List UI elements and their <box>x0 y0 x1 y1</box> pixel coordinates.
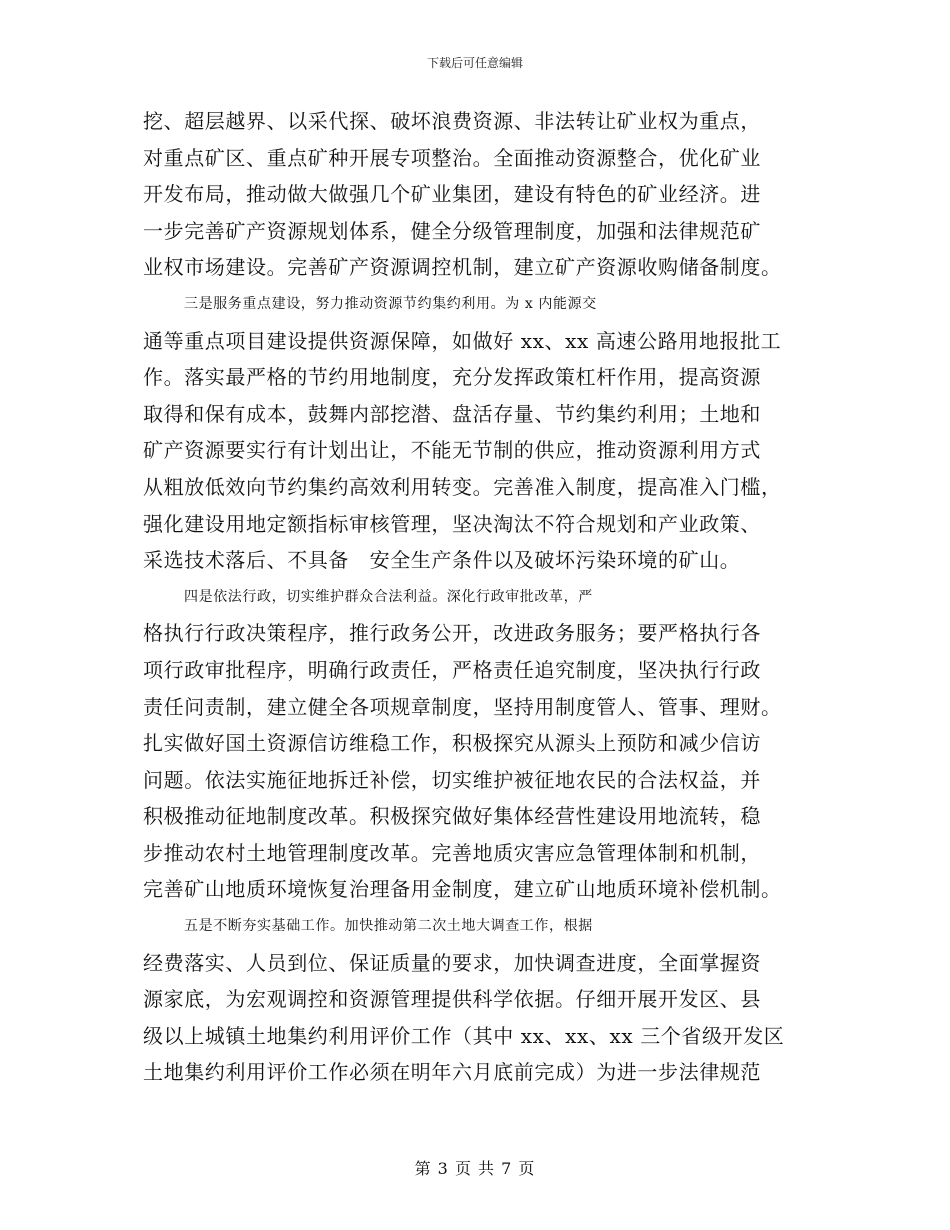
text-line: 项行政审批程序，明确行政责任，严格责任追究制度，坚决执行行政 <box>143 657 761 682</box>
page-number-footer: 第 3 页 共 7 页 <box>414 1159 536 1178</box>
body-text <box>143 103 808 1091</box>
text-line: 从粗放低效向节约集约高效利用转变。完善准入制度，提高准入门槛， <box>143 474 782 499</box>
text-line: 步推动农村土地管理制度改革。完善地质灾害应急管理体制和机制， <box>143 840 761 865</box>
text-line: 挖、超层越界、以采代探、破坏浪费资源、非法转让矿业权为重点， <box>143 109 761 133</box>
text-line: 三是服务重点建设，努力推动资源节约集约利用。为 x 内能源交 <box>184 295 597 312</box>
text-line: 经费落实、人员到位、保证质量的要求，加快调查进度，全面掌握资 <box>143 950 761 975</box>
text-line: 开发布局，推动做大做强几个矿业集团，建设有特色的矿业经济。进 <box>143 182 761 207</box>
text-line: 积极推动征地制度改革。积极探究做好集体经营性建设用地流转，稳 <box>143 804 761 829</box>
text-line: 扎实做好国土资源信访维稳工作，积极探究从源头上预防和减少信访 <box>143 731 761 756</box>
text-line: 级以上城镇土地集约利用评价工作（其中 xx、xx、xx 三个省级开发区 <box>143 1023 785 1048</box>
text-line: 业权市场建设。完善矿产资源调控机制，建立矿产资源收购储备制度。 <box>143 255 782 280</box>
text-line: 对重点矿区、重点矿种开展专项整治。全面推动资源整合，优化矿业 <box>143 145 761 170</box>
text-line: 问题。依法实施征地拆迁补偿，切实维护被征地农民的合法权益，并 <box>143 767 761 792</box>
text-line: 格执行行政决策程序，推行政务公开，改进政务服务；要严格执行各 <box>143 621 761 646</box>
text-line: 土地集约利用评价工作必须在明年六月底前完成）为进一步法律规范 <box>143 1060 761 1085</box>
text-line: 采选技术落后、不具备 安全生产条件以及破坏污染环境的矿山。 <box>143 548 741 573</box>
text-line: 责任问责制，建立健全各项规章制度，坚持用制度管人、管事、理财。 <box>143 694 782 719</box>
text-line: 源家底，为宏观调控和资源管理提供科学依据。仔细开展开发区、县 <box>143 987 761 1012</box>
text-line: 五是不断夯实基础工作。加快推动第二次土地大调查工作，根据 <box>184 918 593 935</box>
header-note: 下载后可任意编辑 <box>426 56 523 70</box>
text-line: 矿产资源要实行有计划出让，不能无节制的供应，推动资源利用方式 <box>143 438 761 463</box>
text-line: 四是依法行政，切实维护群众合法利益。深化行政审批改革，严 <box>184 588 593 605</box>
text-line: 一步完善矿产资源规划体系，健全分级管理制度，加强和法律规范矿 <box>143 218 761 243</box>
text-line: 完善矿山地质环境恢复治理备用金制度，建立矿山地质环境补偿机制。 <box>143 877 782 902</box>
text-line: 取得和保有成本，鼓舞内部挖潜、盘活存量、节约集约利用；土地和 <box>143 401 761 426</box>
text-line: 作。落实最严格的节约用地制度，充分发挥政策杠杆作用，提高资源 <box>143 365 761 390</box>
text-line: 通等重点项目建设提供资源保障，如做好 xx、xx 高速公路用地报批工 <box>143 328 782 353</box>
text-line: 强化建设用地定额指标审核管理，坚决淘汰不符合规划和产业政策、 <box>143 511 761 536</box>
